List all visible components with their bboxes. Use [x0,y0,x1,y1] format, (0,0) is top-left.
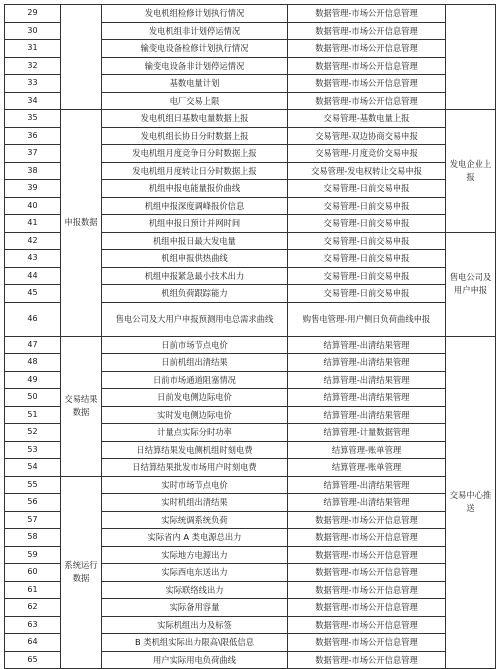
data-item-name: 计量点实际分时功率 [102,424,288,442]
direction-cell-empty [446,5,496,110]
row-number: 37 [5,145,61,163]
source-module: 交易管理-日前交易申报 [288,232,446,250]
data-item-name: 机组申报供热曲线 [102,250,288,268]
row-number: 58 [5,529,61,547]
source-module: 结算管理-出清结果管理 [288,476,446,494]
data-item-name: 日前市场节点电价 [102,336,288,354]
source-module: 结算管理-出清结果管理 [288,371,446,389]
source-module: 交易管理-日前交易申报 [288,215,446,233]
data-item-name: 日前市场通道阻塞情况 [102,371,288,389]
data-item-name: 用户实际用电负荷曲线 [102,651,288,669]
source-module: 数据管理-市场公开信息管理 [288,5,446,23]
row-number: 52 [5,424,61,442]
data-item-name: 实时机组出清结果 [102,494,288,512]
data-item-name: 实际西电东送出力 [102,564,288,582]
row-number: 60 [5,564,61,582]
row-number: 62 [5,599,61,617]
data-item-name: 机组申报深度调峰报价信息 [102,197,288,215]
data-item-name: 机组申报日预计并网时间 [102,215,288,233]
row-number: 40 [5,197,61,215]
data-item-name: 机组申报紧急最小技术出力 [102,267,288,285]
source-module: 结算管理-出清结果管理 [288,354,446,372]
source-module: 数据管理-市场公开信息管理 [288,22,446,40]
row-number: 56 [5,494,61,512]
source-module: 交易管理-日前交易申报 [288,285,446,303]
direction-shoudian: 售电公司及用户申报 [446,232,496,336]
data-item-name: 日前机组出清结果 [102,354,288,372]
data-item-name: 基数电量计划 [102,75,288,93]
data-item-name: 实际省内 A 类电源总出力 [102,529,288,547]
row-number: 38 [5,162,61,180]
source-module: 数据管理-市场公开信息管理 [288,92,446,110]
source-module: 交易管理-发电权转让交易申报 [288,162,446,180]
row-number: 29 [5,5,61,23]
row-number: 33 [5,75,61,93]
data-item-name: 发电机组非计划停运情况 [102,22,288,40]
source-module: 交易管理-日前交易申报 [288,180,446,198]
source-module: 数据管理-市场公开信息管理 [288,511,446,529]
source-module: 结算管理-账单管理 [288,441,446,459]
row-number: 41 [5,215,61,233]
source-module: 购售电管理-用户侧日负荷曲线申报 [288,302,446,336]
source-module: 交易管理-日前交易申报 [288,267,446,285]
row-number: 45 [5,285,61,303]
row-number: 46 [5,302,61,336]
source-module: 结算管理-出清结果管理 [288,336,446,354]
source-module: 结算管理-计量数据管理 [288,424,446,442]
row-number: 32 [5,57,61,75]
source-module: 数据管理-市场公开信息管理 [288,75,446,93]
data-item-name: 日前发电侧边际电价 [102,389,288,407]
source-module: 交易管理-双边协商交易申报 [288,127,446,145]
row-number: 42 [5,232,61,250]
source-module: 交易管理-日前交易申报 [288,197,446,215]
data-item-name: 发电机组日基数电量数据上报 [102,110,288,128]
row-number: 54 [5,459,61,477]
source-module: 结算管理-出清结果管理 [288,406,446,424]
row-number: 43 [5,250,61,268]
data-item-name: 实际备用容量 [102,599,288,617]
data-item-name: 日结算结果发电侧机组时刻电费 [102,441,288,459]
source-module: 数据管理-市场公开信息管理 [288,634,446,652]
row-number: 48 [5,354,61,372]
direction-jiaoyi-center: 交易中心推送 [446,336,496,669]
source-module: 数据管理-市场公开信息管理 [288,529,446,547]
row-number: 63 [5,616,61,634]
row-number: 30 [5,22,61,40]
data-item-name: 发电机组检修计划执行情况 [102,5,288,23]
data-item-name: 发电机组月度竞争日分时数据上报 [102,145,288,163]
row-number: 35 [5,110,61,128]
source-module: 交易管理-月度竞价交易申报 [288,145,446,163]
row-number: 53 [5,441,61,459]
data-item-name: 售电公司及大用户申报预测用电总需求曲线 [102,302,288,336]
source-module: 数据管理-市场公开信息管理 [288,40,446,58]
data-item-name: 实时市场节点电价 [102,476,288,494]
category-cell-empty [61,5,102,110]
table-row [5,110,496,128]
category-jiaoyi: 交易结果数据 [61,336,102,476]
data-item-name: 输变电设备检修计划执行情况 [102,40,288,58]
data-item-name: 机组负荷跟踪能力 [102,285,288,303]
source-module: 数据管理-市场公开信息管理 [288,57,446,75]
row-number: 61 [5,581,61,599]
table-row [5,476,496,494]
data-item-name: 发电机组长协日分时数据上报 [102,127,288,145]
data-item-name: 实际联络线出力 [102,581,288,599]
row-number: 59 [5,546,61,564]
source-module: 交易管理-日前交易申报 [288,250,446,268]
source-module: 数据管理-市场公开信息管理 [288,599,446,617]
row-number: 44 [5,267,61,285]
category-xitong: 系统运行数据 [61,476,102,669]
data-item-name: 实际机组出力及标签 [102,616,288,634]
data-item-name: 发电机组月度转让日分时数据上报 [102,162,288,180]
source-module: 数据管理-市场公开信息管理 [288,651,446,669]
direction-fadian: 发电企业上报 [446,110,496,233]
data-item-name: 日结算结果批发市场用户时刻电费 [102,459,288,477]
source-module: 结算管理-出清结果管理 [288,389,446,407]
row-number: 65 [5,651,61,669]
row-number: 36 [5,127,61,145]
category-shenbao: 申报数据 [61,110,102,337]
table-row [5,336,496,354]
data-items-table [4,4,496,669]
row-number: 64 [5,634,61,652]
row-number: 47 [5,336,61,354]
source-module: 交易管理-基数电量上报 [288,110,446,128]
data-item-name: B 类机组实际出力限高\限低信息 [102,634,288,652]
source-module: 数据管理-市场公开信息管理 [288,564,446,582]
source-module: 数据管理-市场公开信息管理 [288,581,446,599]
row-number: 57 [5,511,61,529]
row-number: 51 [5,406,61,424]
row-number: 55 [5,476,61,494]
data-item-name: 机组申报日最大发电量 [102,232,288,250]
row-number: 34 [5,92,61,110]
data-item-name: 输变电设备非计划停运情况 [102,57,288,75]
source-module: 结算管理-账单管理 [288,459,446,477]
row-number: 31 [5,40,61,58]
source-module: 结算管理-出清结果管理 [288,494,446,512]
row-number: 39 [5,180,61,198]
data-item-name: 实际地方电源出力 [102,546,288,564]
data-item-name: 机组申报电能量报价曲线 [102,180,288,198]
table-row [5,5,496,23]
data-item-name: 实时发电侧边际电价 [102,406,288,424]
source-module: 数据管理-市场公开信息管理 [288,546,446,564]
data-item-name: 实际统调系统负荷 [102,511,288,529]
row-number: 50 [5,389,61,407]
row-number: 49 [5,371,61,389]
data-item-name: 电厂交易上限 [102,92,288,110]
source-module: 数据管理-市场公开信息管理 [288,616,446,634]
